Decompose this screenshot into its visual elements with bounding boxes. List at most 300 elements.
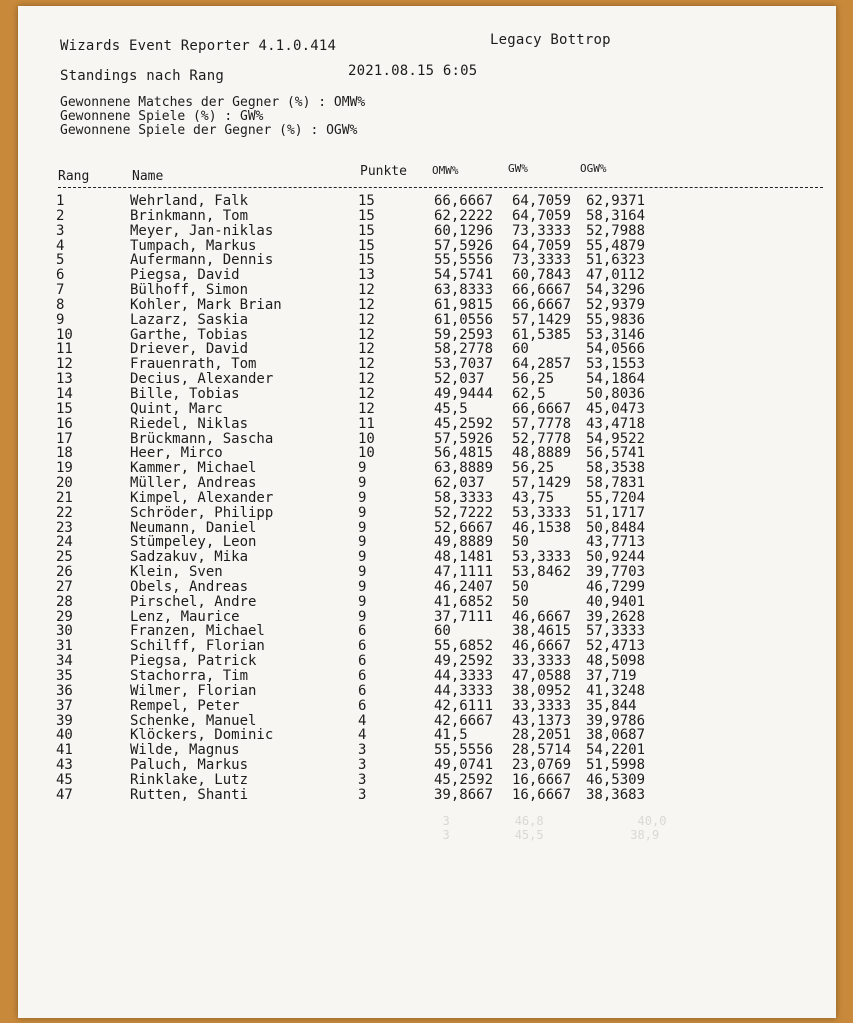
cell-ogw: 35,844 [586,697,637,714]
cell-name: Wilmer, Florian [130,682,257,699]
cell-name: Klein, Sven [130,564,223,581]
cell-omw: 57,5926 [434,237,494,254]
cell-omw: 41,6852 [434,593,494,610]
table-row [56,654,836,669]
table-row [56,491,836,506]
cell-ogw: 57,3333 [586,623,646,640]
cell-gw: 64,7059 [512,237,572,254]
cell-punkte: 4 [358,727,367,744]
cell-gw: 48,8889 [512,445,572,462]
table-row [56,714,836,729]
cell-rang: 8 [56,296,65,313]
cell-omw: 54,5741 [434,267,494,284]
cell-omw: 52,7222 [434,504,494,521]
cell-omw: 47,1111 [434,564,494,581]
cell-name: Meyer, Jan-niklas [130,222,274,239]
cell-gw: 73,3333 [512,222,572,239]
cell-ogw: 62,9371 [586,193,646,209]
cell-omw: 56,4815 [434,445,494,462]
cell-punkte: 15 [358,207,375,224]
cell-omw: 55,6852 [434,638,494,655]
cell-omw: 45,2592 [434,415,494,432]
cell-punkte: 9 [358,593,367,610]
cell-omw: 52,6667 [434,519,494,536]
cell-name: Aufermann, Dennis [130,252,274,269]
cell-omw: 45,2592 [434,771,494,788]
cell-punkte: 6 [358,697,367,714]
cell-punkte: 6 [358,668,367,684]
table-row [56,194,836,209]
cell-omw: 55,5556 [434,252,494,269]
table-row [56,432,836,447]
table-row [56,788,836,803]
table-row [56,417,836,432]
cell-name: Sadzakuv, Mika [130,549,249,566]
cell-rang: 10 [56,326,73,343]
cell-omw: 63,8889 [434,460,494,477]
cell-punkte: 3 [358,786,367,803]
cell-punkte: 9 [358,475,367,492]
cell-punkte: 9 [358,608,367,625]
cell-gw: 56,25 [512,371,555,388]
cell-gw: 53,3333 [512,549,572,566]
cell-rang: 30 [56,623,73,640]
cell-name: Schenke, Manuel [130,712,257,729]
cell-gw: 60,7843 [512,267,572,284]
printed-standings-sheet [18,6,836,1018]
table-row [56,565,836,580]
cell-omw: 42,6667 [434,712,494,729]
table-row [56,476,836,491]
cell-name: Franzen, Michael [130,623,265,640]
cell-rang: 13 [56,371,73,388]
cell-gw: 46,6667 [512,608,572,625]
cell-name: Riedel, Niklas [130,415,249,432]
cell-gw: 43,1373 [512,712,572,729]
cell-punkte: 6 [358,638,367,655]
cell-gw: 23,0769 [512,757,572,774]
cell-rang: 15 [56,400,73,417]
cell-gw: 64,7059 [512,193,572,209]
cell-gw: 57,1429 [512,311,572,328]
cell-name: Brinkmann, Tom [130,207,249,224]
cell-omw: 49,0741 [434,757,494,774]
cell-punkte: 15 [358,252,375,269]
cell-ogw: 54,3296 [586,282,646,299]
cell-gw: 46,6667 [512,638,572,655]
cell-rang: 19 [56,460,73,477]
cell-omw: 55,5556 [434,742,494,759]
table-row [56,402,836,417]
table-row [56,446,836,461]
cell-rang: 45 [56,771,73,788]
table-row [56,313,836,328]
col-header-omw: OMW% [432,164,459,177]
cell-gw: 16,6667 [512,771,572,788]
cell-gw: 56,25 [512,460,555,477]
table-row [56,669,836,684]
cell-ogw: 52,7988 [586,222,646,239]
cell-omw: 44,3333 [434,668,494,684]
table-row [56,328,836,343]
table-row [56,506,836,521]
cell-punkte: 12 [358,282,375,299]
cell-name: Bülhoff, Simon [130,282,249,299]
cell-gw: 61,5385 [512,326,572,343]
cell-name: Schröder, Philipp [130,504,274,521]
cell-rang: 39 [56,712,73,729]
cell-gw: 64,2857 [512,356,572,373]
cell-punkte: 9 [358,519,367,536]
cell-rang: 4 [56,237,65,254]
cell-rang: 11 [56,341,73,358]
cell-rang: 18 [56,445,73,462]
cell-gw: 43,75 [512,489,555,506]
cell-omw: 62,2222 [434,207,494,224]
cell-ogw: 50,8484 [586,519,646,536]
cell-name: Piegsa, David [130,267,240,284]
cell-punkte: 12 [358,341,375,358]
cell-name: Brückmann, Sascha [130,430,274,447]
cell-name: Kammer, Michael [130,460,257,477]
cell-punkte: 6 [358,623,367,640]
cell-omw: 66,6667 [434,193,494,209]
table-row [56,773,836,788]
cell-name: Rutten, Shanti [130,786,249,803]
table-row [56,610,836,625]
cell-rang: 34 [56,653,73,670]
table-row [56,268,836,283]
bleed-through-text: 3 46,8 40,0 3 45,5 38,9 [442,814,667,842]
cell-name: Decius, Alexander [130,371,274,388]
cell-gw: 38,0952 [512,682,572,699]
table-row [56,624,836,639]
cell-omw: 61,9815 [434,296,494,313]
cell-name: Driever, David [130,341,249,358]
cell-punkte: 6 [358,682,367,699]
cell-name: Obels, Andreas [130,578,249,595]
table-row [56,239,836,254]
cell-ogw: 54,9522 [586,430,646,447]
cell-rang: 26 [56,564,73,581]
cell-name: Rempel, Peter [130,697,240,714]
cell-rang: 3 [56,222,65,239]
cell-gw: 57,1429 [512,475,572,492]
cell-omw: 45,5 [434,400,468,417]
col-header-name: Name [132,169,164,184]
cell-name: Rinklake, Lutz [130,771,249,788]
cell-omw: 49,2592 [434,653,494,670]
report-title: Standings nach Rang [60,68,224,84]
cell-gw: 53,3333 [512,504,572,521]
cell-ogw: 50,9244 [586,549,646,566]
cell-ogw: 54,1864 [586,371,646,388]
cell-omw: 60 [434,623,451,640]
cell-rang: 24 [56,534,73,551]
cell-rang: 40 [56,727,73,744]
cell-omw: 60,1296 [434,222,494,239]
cell-omw: 42,6111 [434,697,494,714]
cell-ogw: 39,2628 [586,608,646,625]
table-row [56,461,836,476]
table-row [56,283,836,298]
cell-punkte: 12 [358,356,375,373]
cell-punkte: 12 [358,385,375,402]
cell-name: Lazarz, Saskia [130,311,249,328]
cell-name: Paluch, Markus [130,757,249,774]
cell-punkte: 11 [358,415,375,432]
cell-name: Frauenrath, Tom [130,356,257,373]
cell-omw: 62,037 [434,475,485,492]
cell-name: Stachorra, Tim [130,668,249,684]
cell-rang: 29 [56,608,73,625]
cell-gw: 50 [512,578,529,595]
col-header-ogw: OGW% [580,162,607,175]
cell-gw: 38,4615 [512,623,572,640]
table-row [56,209,836,224]
cell-name: Heer, Mirco [130,445,223,462]
cell-punkte: 9 [358,564,367,581]
table-row [56,298,836,313]
cell-name: Pirschel, Andre [130,593,257,610]
cell-ogw: 51,6323 [586,252,646,269]
cell-gw: 52,7778 [512,430,572,447]
cell-name: Quint, Marc [130,400,223,417]
cell-name: Kohler, Mark Brian [130,296,282,313]
cell-omw: 49,9444 [434,385,494,402]
cell-gw: 28,2051 [512,727,572,744]
table-row [56,387,836,402]
cell-ogw: 40,9401 [586,593,646,610]
cell-rang: 1 [56,193,65,209]
table-row [56,639,836,654]
cell-punkte: 15 [358,237,375,254]
legend-ogw: Gewonnene Spiele der Gegner (%) : OGW% [60,123,358,138]
cell-ogw: 43,4718 [586,415,646,432]
cell-rang: 16 [56,415,73,432]
table-row [56,535,836,550]
cell-name: Neumann, Daniel [130,519,257,536]
cell-rang: 35 [56,668,73,684]
cell-ogw: 58,3538 [586,460,646,477]
cell-omw: 37,7111 [434,608,494,625]
table-row [56,684,836,699]
cell-ogw: 56,5741 [586,445,646,462]
cell-gw: 53,8462 [512,564,572,581]
cell-punkte: 9 [358,489,367,506]
cell-ogw: 58,7831 [586,475,646,492]
cell-name: Piegsa, Patrick [130,653,257,670]
cell-rang: 43 [56,757,73,774]
cell-rang: 21 [56,489,73,506]
cell-gw: 66,6667 [512,296,572,313]
cell-punkte: 15 [358,222,375,239]
cell-rang: 6 [56,267,65,284]
table-row [56,253,836,268]
cell-omw: 39,8667 [434,786,494,803]
cell-omw: 44,3333 [434,682,494,699]
cell-omw: 63,8333 [434,282,494,299]
table-row [56,224,836,239]
cell-omw: 41,5 [434,727,468,744]
cell-rang: 2 [56,207,65,224]
cell-omw: 57,5926 [434,430,494,447]
cell-gw: 28,5714 [512,742,572,759]
cell-name: Müller, Andreas [130,475,257,492]
cell-gw: 33,3333 [512,697,572,714]
cell-punkte: 15 [358,193,375,209]
cell-ogw: 52,4713 [586,638,646,655]
cell-rang: 9 [56,311,65,328]
cell-ogw: 46,5309 [586,771,646,788]
cell-gw: 47,0588 [512,668,572,684]
cell-punkte: 9 [358,549,367,566]
standings-table [56,194,836,803]
cell-gw: 66,6667 [512,282,572,299]
cell-ogw: 39,7703 [586,564,646,581]
cell-punkte: 12 [358,371,375,388]
table-row [56,758,836,773]
report-datetime: 2021.08.15 6:05 [348,63,478,79]
cell-gw: 60 [512,341,529,358]
cell-ogw: 45,0473 [586,400,646,417]
cell-name: Schilff, Florian [130,638,265,655]
table-row [56,743,836,758]
cell-rang: 28 [56,593,73,610]
cell-punkte: 12 [358,296,375,313]
app-version: Wizards Event Reporter 4.1.0.414 [60,38,337,54]
cell-rang: 31 [56,638,73,655]
cell-gw: 66,6667 [512,400,572,417]
cell-punkte: 10 [358,430,375,447]
cell-rang: 7 [56,282,65,299]
cell-name: Lenz, Maurice [130,608,240,625]
cell-ogw: 47,0112 [586,267,646,284]
cell-omw: 61,0556 [434,311,494,328]
cell-ogw: 55,9836 [586,311,646,328]
cell-omw: 48,1481 [434,549,494,566]
cell-ogw: 50,8036 [586,385,646,402]
cell-ogw: 55,7204 [586,489,646,506]
cell-name: Bille, Tobias [130,385,240,402]
cell-ogw: 53,1553 [586,356,646,373]
cell-gw: 46,1538 [512,519,572,536]
cell-punkte: 9 [358,534,367,551]
cell-gw: 62,5 [512,385,546,402]
cell-punkte: 9 [358,460,367,477]
table-row [56,580,836,595]
cell-gw: 50 [512,534,529,551]
table-row [56,521,836,536]
cell-rang: 23 [56,519,73,536]
cell-punkte: 12 [358,400,375,417]
cell-punkte: 13 [358,267,375,284]
cell-rang: 27 [56,578,73,595]
cell-ogw: 53,3146 [586,326,646,343]
cell-rang: 25 [56,549,73,566]
cell-punkte: 12 [358,311,375,328]
cell-omw: 58,2778 [434,341,494,358]
cell-punkte: 3 [358,742,367,759]
cell-rang: 5 [56,252,65,269]
cell-gw: 73,3333 [512,252,572,269]
table-row [56,699,836,714]
cell-ogw: 54,0566 [586,341,646,358]
legend-omw: Gewonnene Matches der Gegner (%) : OMW% [60,95,366,110]
cell-ogw: 38,0687 [586,727,646,744]
cell-omw: 53,7037 [434,356,494,373]
cell-omw: 52,037 [434,371,485,388]
table-row [56,550,836,565]
cell-name: Klöckers, Dominic [130,727,274,744]
cell-rang: 41 [56,742,73,759]
cell-rang: 22 [56,504,73,521]
cell-ogw: 41,3248 [586,682,646,699]
cell-ogw: 46,7299 [586,578,646,595]
store-name: Legacy Bottrop [490,32,611,48]
cell-ogw: 55,4879 [586,237,646,254]
cell-ogw: 58,3164 [586,207,646,224]
cell-punkte: 12 [358,326,375,343]
cell-gw: 50 [512,593,529,610]
cell-ogw: 38,3683 [586,786,646,803]
cell-ogw: 37,719 [586,668,637,684]
cell-ogw: 51,1717 [586,504,646,521]
cell-omw: 59,2593 [434,326,494,343]
cell-name: Wilde, Magnus [130,742,240,759]
cell-rang: 36 [56,682,73,699]
cell-name: Tumpach, Markus [130,237,257,254]
cell-name: Wehrland, Falk [130,193,249,209]
cell-rang: 12 [56,356,73,373]
cell-punkte: 10 [358,445,375,462]
cell-omw: 46,2407 [434,578,494,595]
cell-gw: 57,7778 [512,415,572,432]
cell-punkte: 9 [358,578,367,595]
cell-punkte: 4 [358,712,367,729]
cell-rang: 47 [56,786,73,803]
cell-name: Stümpeley, Leon [130,534,257,551]
cell-name: Kimpel, Alexander [130,489,274,506]
cell-omw: 49,8889 [434,534,494,551]
cell-rang: 14 [56,385,73,402]
cell-ogw: 52,9379 [586,296,646,313]
table-row [56,728,836,743]
cell-gw: 64,7059 [512,207,572,224]
table-row [56,342,836,357]
cell-omw: 58,3333 [434,489,494,506]
table-row [56,357,836,372]
cell-ogw: 39,9786 [586,712,646,729]
cell-punkte: 9 [358,504,367,521]
col-header-gw: GW% [508,162,528,175]
cell-punkte: 6 [358,653,367,670]
legend-gw: Gewonnene Spiele (%) : GW% [60,109,264,124]
cell-gw: 33,3333 [512,653,572,670]
col-header-rang: Rang [58,169,90,184]
cell-ogw: 54,2201 [586,742,646,759]
table-row [56,372,836,387]
cell-ogw: 51,5998 [586,757,646,774]
cell-rang: 37 [56,697,73,714]
cell-punkte: 3 [358,771,367,788]
header-divider [58,187,823,188]
cell-punkte: 3 [358,757,367,774]
table-row [56,595,836,610]
col-header-punkte: Punkte [360,164,407,179]
cell-rang: 17 [56,430,73,447]
cell-name: Garthe, Tobias [130,326,249,343]
